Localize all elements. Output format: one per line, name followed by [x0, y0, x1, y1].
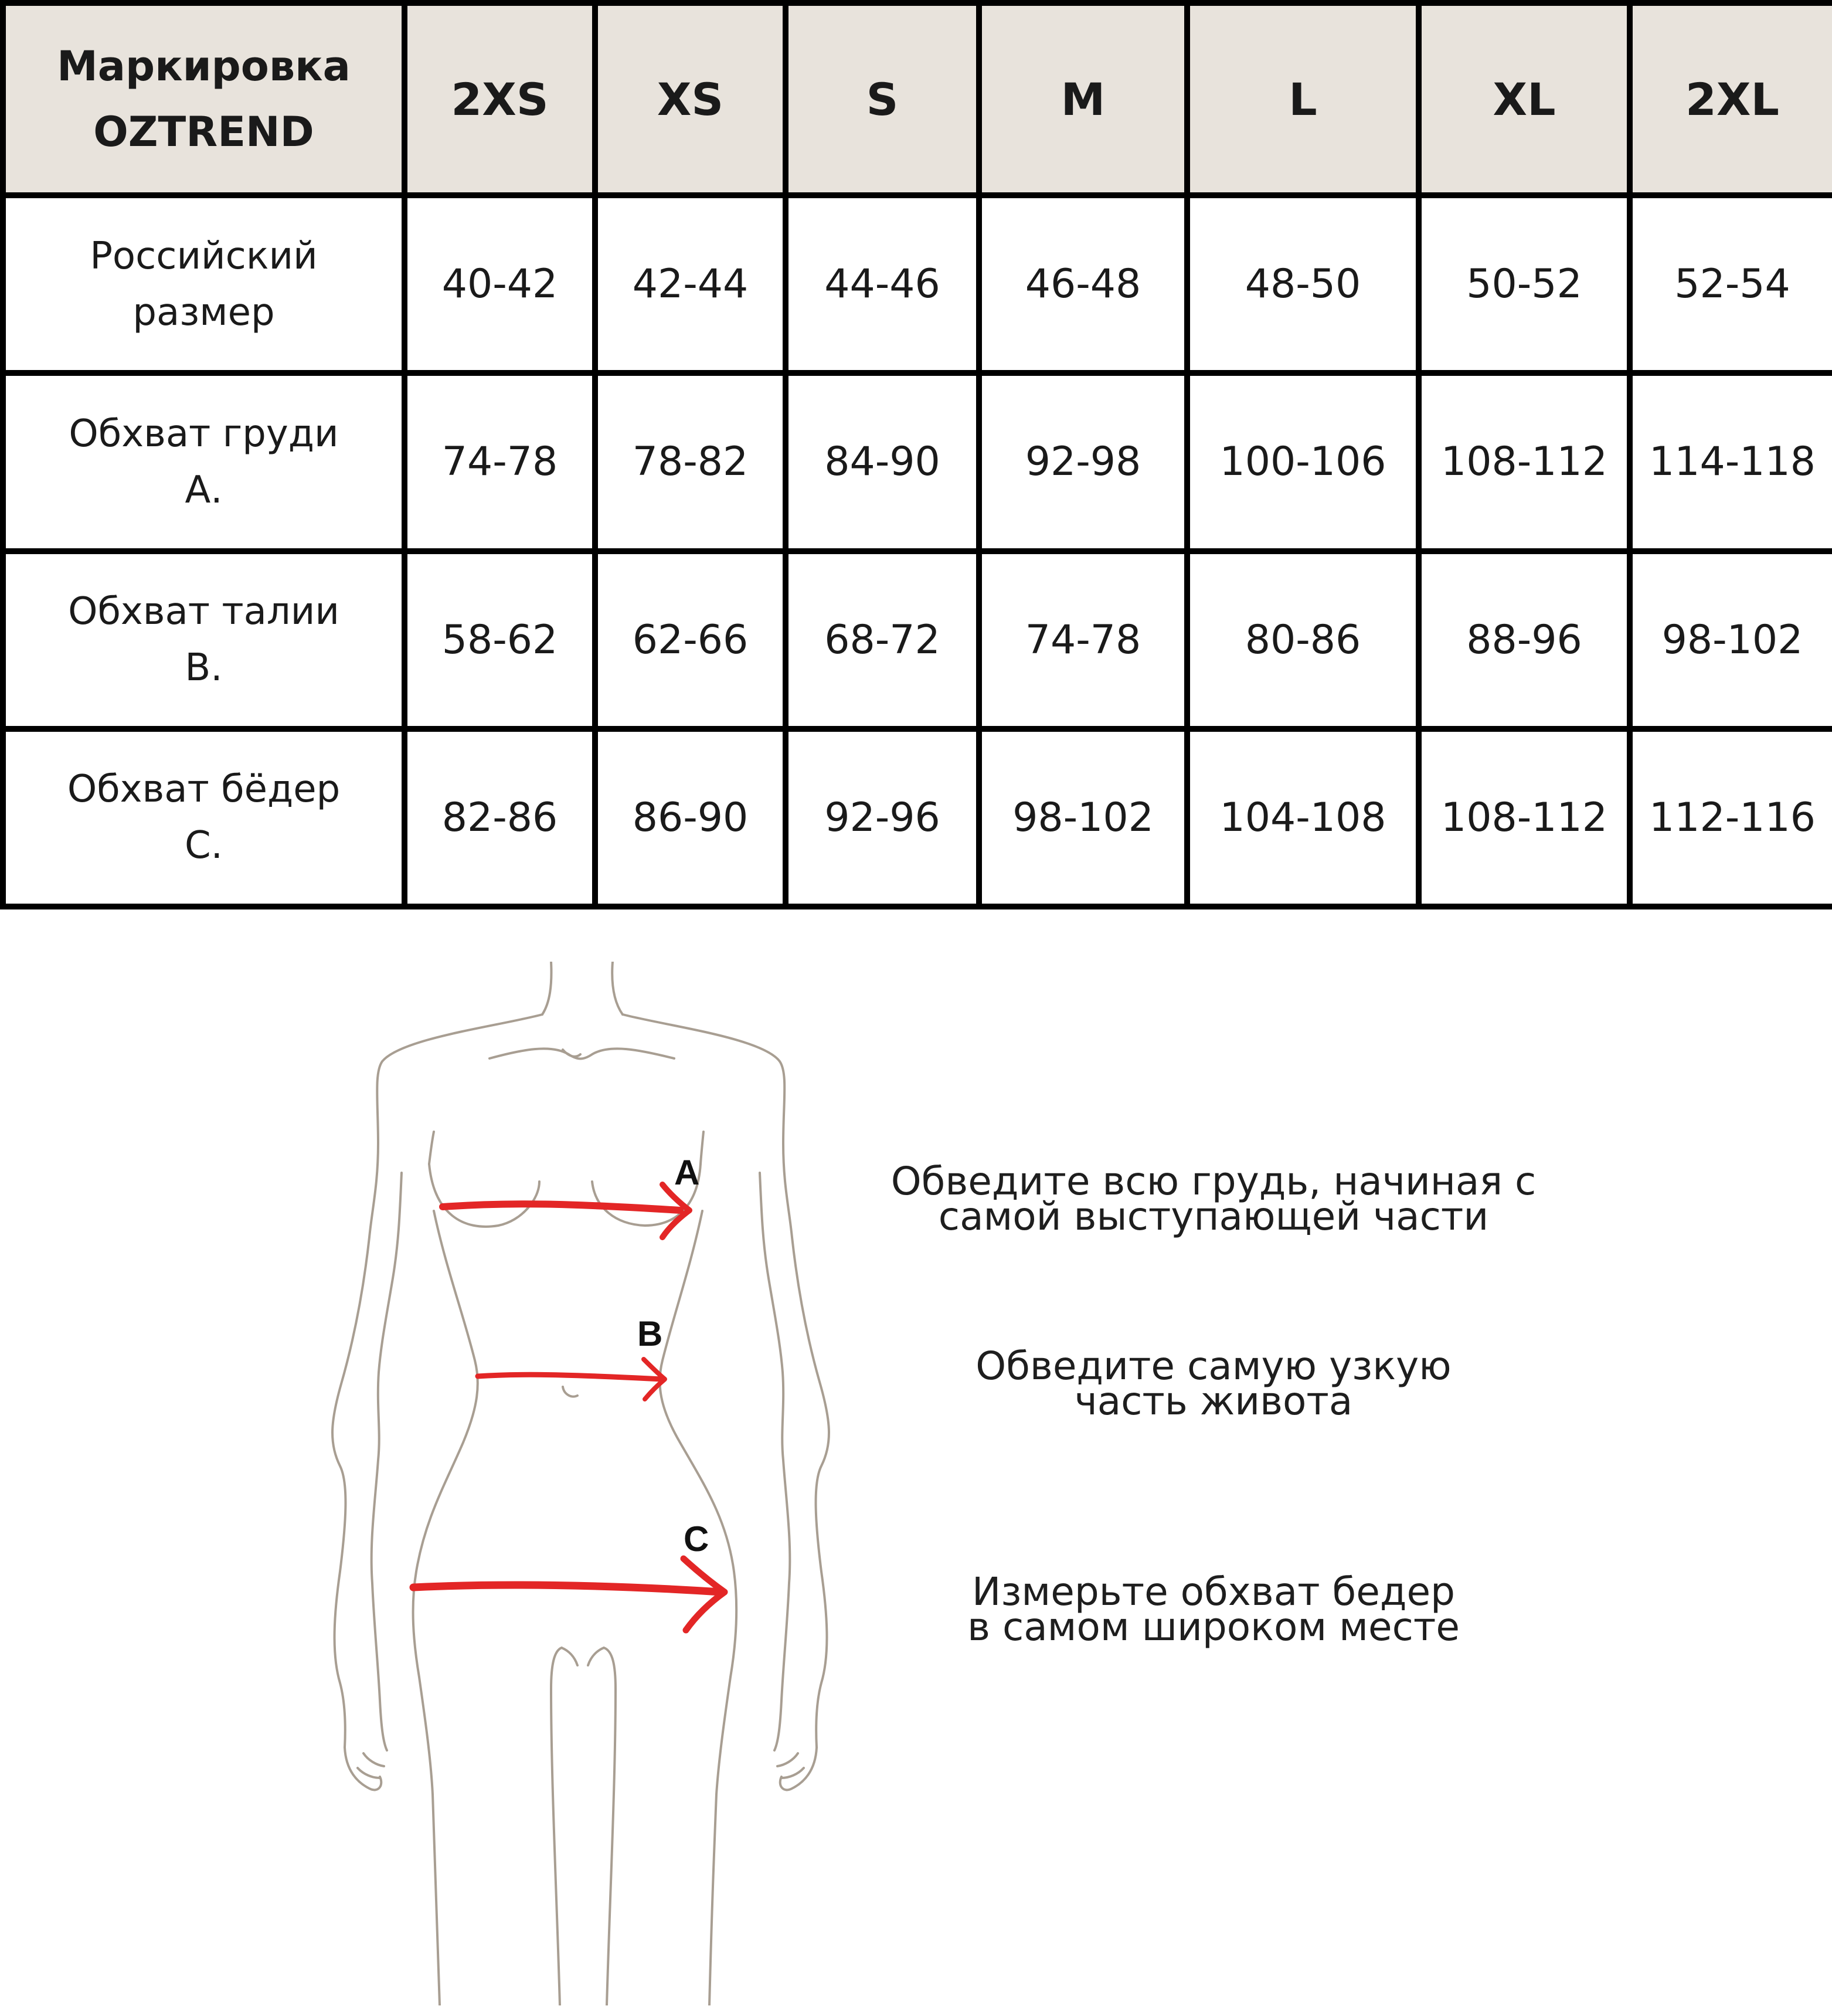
table-cell: 92-98: [979, 373, 1187, 551]
row-label-waist: [3, 551, 405, 729]
waist-arrow-line: [478, 1374, 662, 1379]
instruction-line: часть живота: [1074, 1379, 1353, 1424]
row-label-line: С.: [184, 824, 223, 868]
table-cell: 68-72: [786, 551, 979, 729]
marker-a: A: [674, 1153, 700, 1192]
chest-instruction: [844, 1159, 1583, 1239]
table-cell: 78-82: [595, 373, 786, 551]
table-cell: 74-78: [979, 551, 1187, 729]
table-cell: 40-42: [405, 195, 595, 373]
brand-marking-label: Маркировка: [57, 42, 351, 90]
size-chart-table: [0, 0, 1832, 909]
body-outline: [332, 962, 829, 2005]
table-cell: 42-44: [595, 195, 786, 373]
table-cell: 82-86: [405, 729, 595, 907]
measurement-arrows: [413, 1185, 725, 1630]
marker-c: C: [684, 1519, 709, 1559]
size-header-xs: XS: [595, 3, 786, 195]
chest-arrow-line: [443, 1204, 680, 1210]
table-cell: 84-90: [786, 373, 979, 551]
table-cell: 98-102: [979, 729, 1187, 907]
hips-instruction: [844, 1569, 1583, 1650]
table-row-chest: [3, 373, 1832, 551]
row-label-line: А.: [185, 468, 223, 512]
marker-b: B: [637, 1314, 663, 1353]
instruction-line: Обведите всю грудь, начиная с: [890, 1159, 1537, 1204]
row-label-hips: [3, 729, 405, 907]
size-header-xl: XL: [1419, 3, 1630, 195]
table-cell: 108-112: [1419, 729, 1630, 907]
table-cell: 58-62: [405, 551, 595, 729]
table-row-waist: [3, 551, 1832, 729]
table-cell: 92-96: [786, 729, 979, 907]
table-row-hips: [3, 729, 1832, 907]
table-row-russian-size: [3, 195, 1832, 373]
body-measurement-figure: [276, 962, 862, 2005]
table-cell: 74-78: [405, 373, 595, 551]
size-header-row: [3, 3, 1832, 195]
brand-marking-header: [3, 3, 405, 195]
row-label-chest: [3, 373, 405, 551]
instruction-line: самой выступающей части: [938, 1194, 1489, 1239]
table-cell: 100-106: [1187, 373, 1419, 551]
size-header-m: M: [979, 3, 1187, 195]
table-cell: 44-46: [786, 195, 979, 373]
row-label-line: Обхват бёдер: [67, 768, 341, 812]
row-label-line: Обхват груди: [69, 412, 339, 456]
table-cell: 88-96: [1419, 551, 1630, 729]
hip-arrow-line: [413, 1585, 721, 1592]
row-label-line: Российский: [90, 234, 318, 278]
instruction-line: Измерьте обхват бедер: [971, 1569, 1456, 1614]
instruction-line: Обведите самую узкую: [976, 1343, 1452, 1389]
waist-instruction: [844, 1343, 1583, 1424]
table-cell: 86-90: [595, 729, 786, 907]
row-label-line: Обхват талии: [68, 590, 339, 634]
table-cell: 48-50: [1187, 195, 1419, 373]
row-label-line: В.: [185, 646, 223, 690]
brand-name: OZTREND: [93, 108, 314, 156]
table-cell: 46-48: [979, 195, 1187, 373]
table-cell: 104-108: [1187, 729, 1419, 907]
row-label-line: размер: [132, 290, 275, 334]
row-label-russian-size: [3, 195, 405, 373]
table-cell: 112-116: [1630, 729, 1832, 907]
table-cell: 50-52: [1419, 195, 1630, 373]
size-header-s: S: [786, 3, 979, 195]
table-cell: 108-112: [1419, 373, 1630, 551]
size-header-2xl: 2XL: [1630, 3, 1832, 195]
table-cell: 98-102: [1630, 551, 1832, 729]
table-cell: 52-54: [1630, 195, 1832, 373]
table-cell: 114-118: [1630, 373, 1832, 551]
body-outline-illustration: [276, 962, 862, 2005]
instruction-line: в самом широком месте: [967, 1604, 1460, 1650]
table-cell: 80-86: [1187, 551, 1419, 729]
table-cell: 62-66: [595, 551, 786, 729]
size-header-l: L: [1187, 3, 1419, 195]
size-header-2xs: 2XS: [405, 3, 595, 195]
